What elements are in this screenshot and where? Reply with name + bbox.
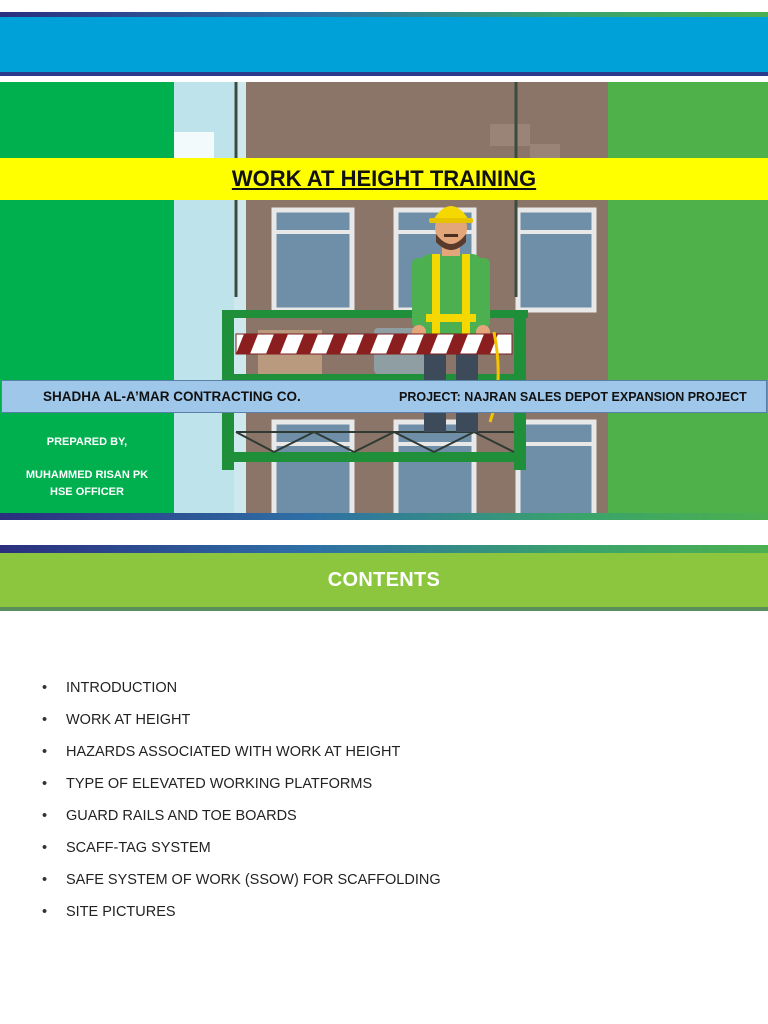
bullet-icon: • [42,744,48,760]
header-divider-line [0,72,768,76]
bullet-icon: • [42,904,48,920]
contents-top-accent-line [0,545,768,553]
company-project-bar [1,380,767,413]
title-band [0,158,768,200]
list-item-text: INTRODUCTION [66,680,178,696]
company-name: SHADHA AL-A’MAR CONTRACTING CO. [43,389,301,404]
list-item-text: SAFE SYSTEM OF WORK (SSOW) FOR SCAFFOLDING [66,872,441,888]
title-slide-header-bar [0,17,768,72]
list-item-text: GUARD RAILS AND TOE BOARDS [66,808,297,824]
title-slide-body [0,82,768,513]
bullet-icon: • [42,808,48,824]
slide-title: WORK AT HEIGHT TRAINING [231,166,537,191]
contents-slide [0,545,768,1024]
contents-list [42,680,441,936]
list-item [42,840,441,872]
author-role: HSE OFFICER [50,486,124,498]
right-green-panel [608,82,768,513]
list-item [42,872,441,904]
list-item [42,776,441,808]
list-item-text: TYPE OF ELEVATED WORKING PLATFORMS [66,776,373,792]
left-green-panel [0,82,174,513]
bullet-icon: • [42,680,48,696]
bullet-icon: • [42,872,48,888]
contents-header-band [0,553,768,607]
list-item [42,744,441,776]
contents-divider-line [0,607,768,611]
list-item-text: WORK AT HEIGHT [66,712,191,728]
list-item [42,808,441,840]
project-name: PROJECT: NAJRAN SALES DEPOT EXPANSION PROJECT [399,389,747,404]
contents-title: CONTENTS [327,568,441,591]
title-slide [0,12,768,520]
bullet-icon: • [42,776,48,792]
list-item-text: SCAFF-TAG SYSTEM [66,840,211,856]
list-item [42,712,441,744]
author-name: MUHAMMED RISAN PK [25,469,149,481]
list-item-text: HAZARDS ASSOCIATED WITH WORK AT HEIGHT [66,744,401,760]
prepared-by-label: PREPARED BY, [46,436,128,448]
bullet-icon: • [42,712,48,728]
list-item-text: SITE PICTURES [66,904,176,920]
worker-illustration [174,82,608,513]
list-item [42,904,441,936]
bullet-icon: • [42,840,48,856]
list-item [42,680,441,712]
bottom-accent-line [0,513,768,520]
